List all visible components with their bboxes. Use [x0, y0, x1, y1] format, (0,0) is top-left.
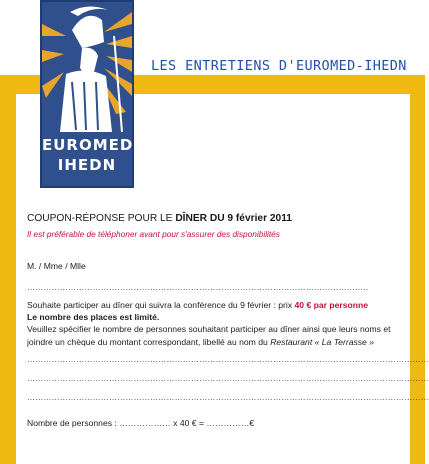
coupon-title-prefix: COUPON-RÉPONSE POUR LE	[27, 213, 176, 224]
euromed-ihedn-logo	[40, 0, 134, 188]
names-fill-line-1[interactable]: …………………………………………………………………………………………………………………………………	[27, 355, 429, 364]
logo-line-ihedn: IHEDN	[57, 156, 117, 174]
instructions-sentence: Veuillez spécifier le nombre de personnes souhaitant participer au dîner ainsi que leurs noms et joindre un chèque du montant correspondant, libellé au nom du	[27, 324, 391, 347]
participation-text	[27, 300, 368, 310]
name-fill-line[interactable]: ……………………………………………………………………………………………………………..	[27, 283, 369, 292]
price-label: 40 € par personne	[294, 300, 369, 310]
availability-note: Il est préférable de téléphoner avant pour s'assurer des disponibilités	[27, 229, 280, 239]
names-fill-line-2[interactable]: …………………………………………………………………………………………………………………………………	[27, 374, 429, 383]
logo-line-euromed: EUROMED	[42, 136, 134, 154]
participation-sentence: Souhaite participer au dîner qui suivra la conférence du 9 février : prix	[27, 300, 295, 310]
coupon-title	[27, 213, 292, 224]
instructions-text	[27, 323, 399, 349]
banner-title: LES ENTRETIENS D'EUROMED-IHEDN	[151, 58, 407, 74]
coupon-title-date: DÎNER DU 9 février 2011	[175, 213, 292, 224]
persons-count-line[interactable]: Nombre de personnes : ……………… x 40 € = ……………€	[27, 418, 255, 428]
limited-places-text: Le nombre des places est limité.	[27, 312, 160, 322]
restaurant-name: Restaurant « La Terrasse »	[270, 337, 375, 347]
civility-label: M. / Mme / Mlle	[27, 261, 86, 271]
names-fill-line-3[interactable]: …………………………………………………………………………………………………………………………………	[27, 393, 429, 402]
